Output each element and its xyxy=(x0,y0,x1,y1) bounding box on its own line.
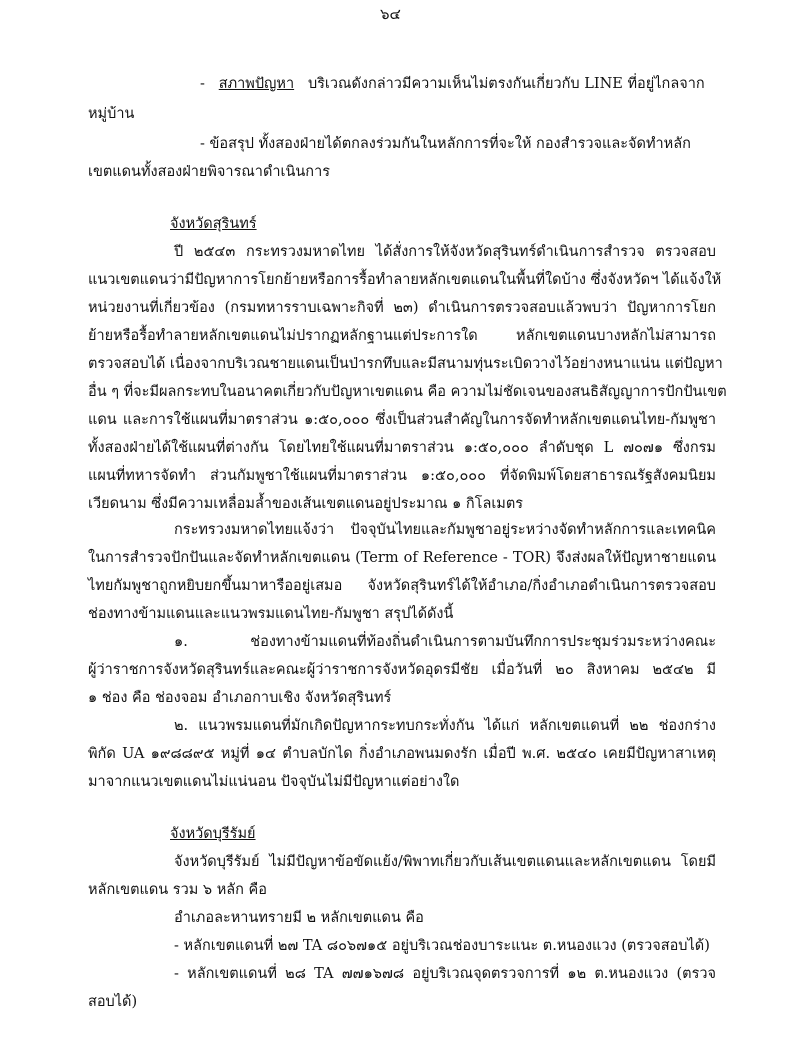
surin-item2-line: ๒. แนวพรมแดนที่มักเกิดปัญหากระทบกระทั่งกัน ได้แก่ หลักเขตแดนที่ ๒๒ ช่องกร่าง xyxy=(174,718,716,734)
problem-label: สภาพปัญหา xyxy=(218,76,295,92)
surin-item2-line: มาจากแนวเขตแดนไม่แน่นอน ปัจจุบันไม่มีปัญหาแต่อย่างใด xyxy=(88,774,460,790)
surin-p1-line: ตรวจสอบได้ เนื่องจากบริเวณชายแดนเป็นป่ารกทึบและมีสนามทุ่นระเบิดวางไว้อย่างหนาแน่น แต่ปัญหา xyxy=(88,356,723,372)
buriram-marker-28-cont: สอบได้) xyxy=(88,994,138,1010)
problem-dash: - xyxy=(200,76,205,92)
surin-item1-line: ๑. ช่องทางข้ามแดนที่ท้องถิ่นดำเนินการตามบันทึกการประชุมร่วมระหว่างคณะ xyxy=(174,634,716,650)
buriram-p1-line: หลักเขตแดน รวม ๖ หลัก คือ xyxy=(88,882,267,898)
surin-p2-line: ช่องทางข้ามแดนและแนวพรมแดนไทย-กัมพูชา สรุปได้ดังนี้ xyxy=(88,606,454,622)
surin-p1-line: เวียดนาม ซึ่งมีความเหลื่อมล้ำของเส้นเขตแดนอยู่ประมาณ ๑ กิโลเมตร xyxy=(88,496,524,512)
problem-text: บริเวณดังกล่าวมีความเห็นไม่ตรงกันเกี่ยวกับ LINE ที่อยู่ไกลจาก xyxy=(307,76,705,92)
conclusion-line-1: - ข้อสรุป ทั้งสองฝ่ายได้ตกลงร่วมกันในหลักการที่จะให้ กองสำรวจและจัดทำหลัก xyxy=(200,136,691,152)
page-number: ๖๔ xyxy=(380,5,401,23)
surin-heading: จังหวัดสุรินทร์ xyxy=(170,216,257,232)
surin-item1-line: ผู้ว่าราชการจังหวัดสุรินทร์และคณะผู้ว่าราชการจังหวัดอุดรมีชัย เมื่อวันที่ ๒๐ สิงหาคม ๒๕๔๒ มี xyxy=(88,662,716,678)
surin-p2-line: ในการสำรวจปักปันและจัดทำหลักเขตแดน (Term of Reference - TOR) จึงส่งผลให้ปัญหาชายแดน xyxy=(88,550,716,566)
surin-p1-line: หน่วยงานที่เกี่ยวข้อง (กรมทหารราบเฉพาะกิจที่ ๒๓) ดำเนินการตรวจสอบแล้วพบว่า ปัญหาการโยก xyxy=(88,300,716,316)
buriram-marker-28: - หลักเขตแดนที่ ๒๘ TA ๗๗๑๖๗๘ อยู่บริเวณจุดตรวจการที่ ๑๒ ต.หนองแวง (ตรวจ xyxy=(174,966,716,982)
surin-item1-line: ๑ ช่อง คือ ช่องจอม อำเภอกาบเชิง จังหวัดสุรินทร์ xyxy=(88,690,392,706)
surin-p1-line: ย้ายหรือรื้อทำลายหลักเขตแดนไม่ปรากฏหลักฐานแต่ประการใด หลักเขตแดนบางหลักไม่สามารถ xyxy=(88,328,716,344)
surin-p2-line: กระทรวงมหาดไทยแจ้งว่า ปัจจุบันไทยและกัมพูชาอยู่ระหว่างจัดทำหลักการและเทคนิค xyxy=(174,522,716,538)
buriram-heading: จังหวัดบุรีรัมย์ xyxy=(170,826,256,842)
surin-p1-line: อื่น ๆ ที่จะมีผลกระทบในอนาคตเกี่ยวกับปัญหาเขตแดน คือ ความไม่ชัดเจนของสนธิสัญญาการปักปันเขต xyxy=(88,384,727,400)
problem-bullet xyxy=(200,74,705,94)
conclusion-line-2: เขตแดนทั้งสองฝ่ายพิจารณาดำเนินการ xyxy=(88,164,330,180)
surin-p2-line: ไทยกัมพูชาถูกหยิบยกขึ้นมาหารืออยู่เสมอ จังหวัดสุรินทร์ได้ให้อำเภอ/กิ่งอำเภอดำเนินการตรวจสอบ xyxy=(88,578,716,594)
surin-item2-line: พิกัด UA ๑๙๘๘๙๕ หมู่ที่ ๑๔ ตำบลบักได กิ่งอำเภอพนมดงรัก เมื่อปี พ.ศ. ๒๕๔๐ เคยมีปัญหาสาเหตุ xyxy=(88,746,716,762)
buriram-marker-27: - หลักเขตแดนที่ ๒๗ TA ๘๐๖๗๑๕ อยู่บริเวณช่องบาระแนะ ต.หนองแวง (ตรวจสอบได้) xyxy=(174,938,710,954)
buriram-p1-line: จังหวัดบุรีรัมย์ ไม่มีปัญหาข้อขัดแย้ง/พิพาทเกี่ยวกับเส้นเขตแดนและหลักเขตแดน โดยมี xyxy=(174,854,716,870)
surin-p1-line: แผนที่ทหารจัดทำ ส่วนกัมพูชาใช้แผนที่มาตราส่วน ๑:๕๐,๐๐๐ ที่จัดพิมพ์โดยสาธารณรัฐสังคมนิยม xyxy=(88,468,716,484)
buriram-district: อำเภอละหานทรายมี ๒ หลักเขตแดน คือ xyxy=(174,910,424,926)
surin-p1-line: แดน และการใช้แผนที่มาตราส่วน ๑:๕๐,๐๐๐ ซึ่งเป็นส่วนสำคัญในการจัดทำหลักเขตแดนไทย-กัมพูชา xyxy=(88,412,716,428)
surin-p1-line: แนวเขตแดนว่ามีปัญหาการโยกย้ายหรือการรื้อทำลายหลักเขตแดนในพื้นที่ใดบ้าง ซึ่งจังหวัดฯ ได้แจ้งให้ xyxy=(88,272,722,288)
surin-p1-line: ทั้งสองฝ่ายได้ใช้แผนที่ต่างกัน โดยไทยใช้แผนที่มาตราส่วน ๑:๕๐,๐๐๐ ลำดับชุด L ๗๐๗๑ ซึ่งกรม xyxy=(88,440,716,456)
surin-p1-line: ปี ๒๕๔๓ กระทรวงมหาดไทย ได้สั่งการให้จังหวัดสุรินทร์ดำเนินการสำรวจ ตรวจสอบ xyxy=(174,244,716,260)
problem-text-cont: หมู่บ้าน xyxy=(88,106,135,122)
